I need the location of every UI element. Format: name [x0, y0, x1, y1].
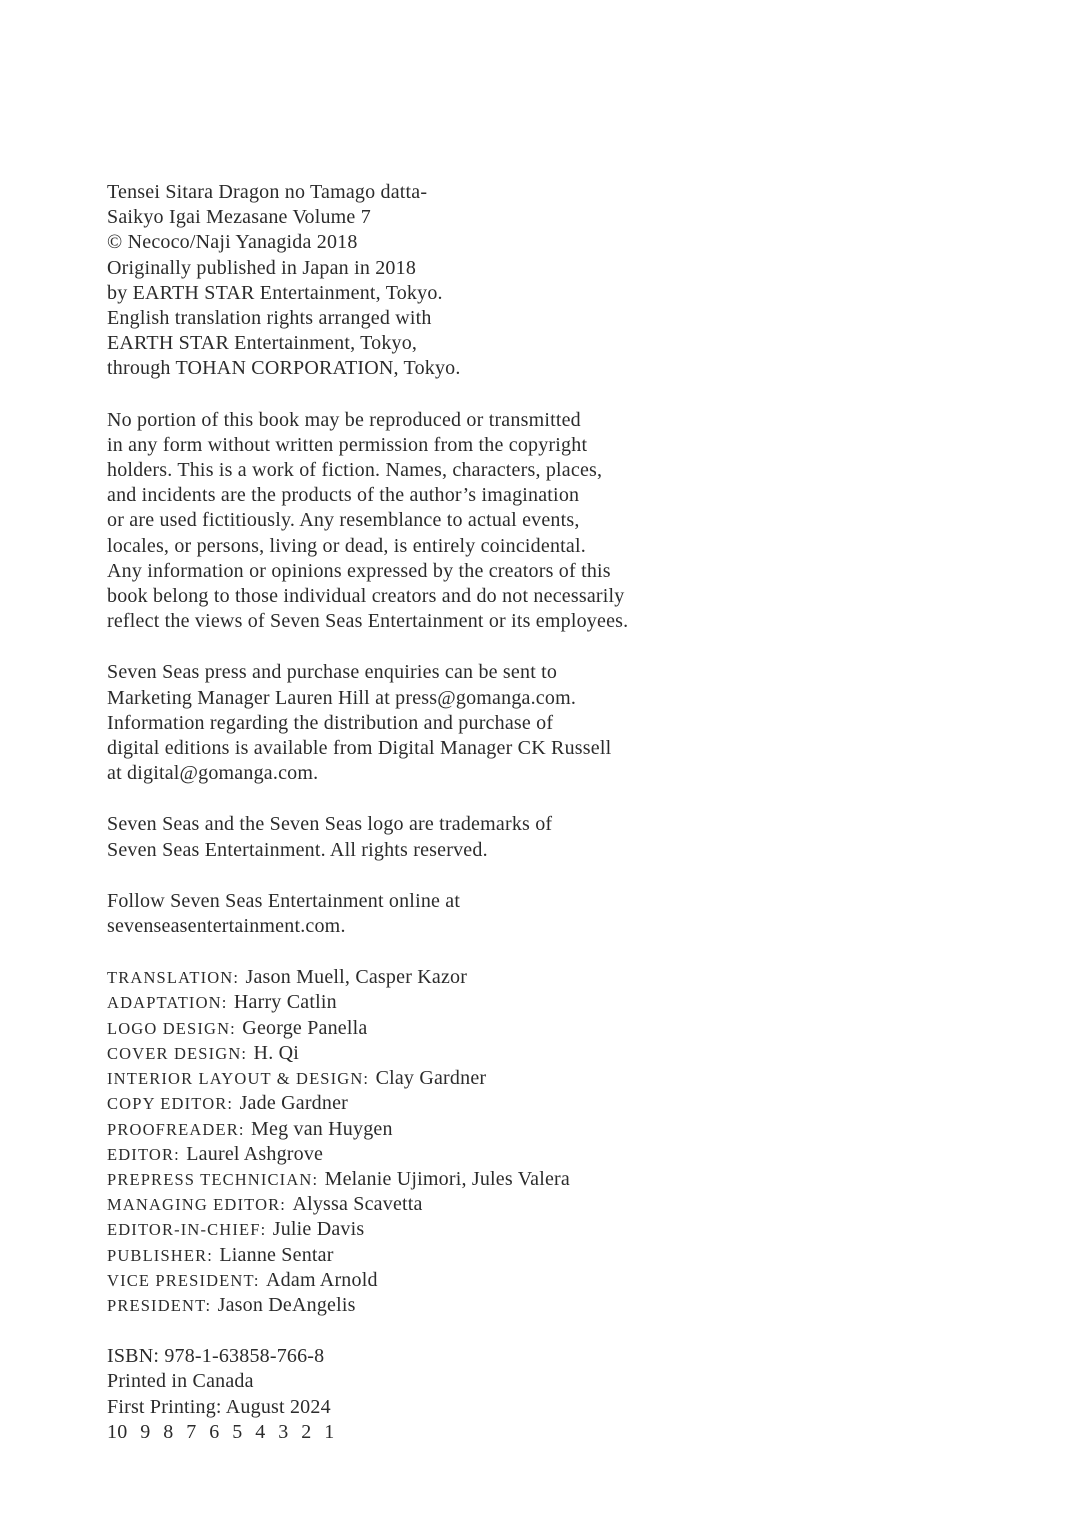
colophon-line: or are used fictitiously. Any resemblance to actual events,: [107, 509, 580, 532]
credit-label: PUBLISHER:: [107, 1245, 213, 1265]
credit-line: [107, 1117, 727, 1142]
colophon-line: Information regarding the distribution and purchase of: [107, 711, 554, 734]
follow-block: [107, 889, 727, 939]
book-title-line: Tensei Sitara Dragon no Tamago datta-: [107, 181, 428, 203]
colophon-line: Seven Seas press and purchase enquiries can be sent to: [107, 661, 558, 684]
credit-value: Harry Catlin: [233, 991, 337, 1014]
credit-label: MANAGING EDITOR:: [107, 1195, 287, 1215]
credit-line: [107, 1293, 727, 1318]
credit-label: COPY EDITOR:: [107, 1094, 234, 1114]
first-printing-line: First Printing: August 2024: [107, 1395, 331, 1418]
digital-email-line: at digital@gomanga.com.: [107, 762, 319, 785]
credit-value: Jade Gardner: [239, 1092, 349, 1115]
print-run-line: 10 9 8 7 6 5 4 3 2 1: [107, 1420, 335, 1443]
credit-line: [107, 1268, 727, 1293]
colophon-line: Originally published in Japan in 2018: [107, 256, 417, 279]
credit-value: George Panella: [242, 1016, 368, 1039]
credit-line: [107, 1243, 727, 1268]
credit-label: EDITOR-IN-CHIEF:: [107, 1220, 267, 1240]
credits-block: [107, 965, 727, 1318]
credit-value: Lianne Sentar: [219, 1243, 334, 1266]
colophon-line: English translation rights arranged with: [107, 307, 432, 330]
credit-value: Jason Muell, Casper Kazor: [245, 966, 468, 989]
colophon-line: in any form without written permission from the copyright: [107, 433, 588, 456]
credit-line: [107, 1066, 727, 1091]
colophon-line: digital editions is available from Digital Manager CK Russell: [107, 737, 612, 760]
credit-line: [107, 1016, 727, 1041]
colophon-line: reflect the views of Seven Seas Entertainment or its employees.: [107, 610, 629, 633]
credit-line: [107, 1091, 727, 1116]
credit-label: PREPRESS TECHNICIAN:: [107, 1169, 319, 1189]
colophon-line: Follow Seven Seas Entertainment online at: [107, 889, 461, 912]
credit-value: Alyssa Scavetta: [292, 1193, 423, 1216]
colophon-line: EARTH STAR Entertainment, Tokyo,: [107, 332, 418, 355]
rights-block: [107, 408, 727, 635]
credit-label: LOGO DESIGN:: [107, 1018, 236, 1038]
credit-line: [107, 1192, 727, 1217]
credit-label: TRANSLATION:: [107, 968, 240, 988]
credit-label: ADAPTATION:: [107, 993, 228, 1013]
credit-line: [107, 965, 727, 990]
website-line: sevenseasentertainment.com.: [107, 915, 346, 938]
colophon-text: [107, 180, 727, 1445]
colophon-line: book belong to those individual creators and do not necessarily: [107, 585, 625, 608]
colophon-line: holders. This is a work of fiction. Names, characters, places,: [107, 459, 603, 482]
credit-value: Julie Davis: [272, 1218, 365, 1241]
credit-value: Jason DeAngelis: [217, 1293, 356, 1316]
credit-label: INTERIOR LAYOUT & DESIGN:: [107, 1069, 370, 1089]
colophon-line: Any information or opinions expressed by the creators of this: [107, 559, 611, 582]
colophon-line: locales, or persons, living or dead, is entirely coincidental.: [107, 534, 586, 557]
credit-line: [107, 990, 727, 1015]
credit-value: Clay Gardner: [375, 1067, 487, 1090]
press-email-line: Marketing Manager Lauren Hill at press@gomanga.com.: [107, 686, 577, 709]
credit-label: PROOFREADER:: [107, 1119, 245, 1139]
credit-line: [107, 1041, 727, 1066]
credit-label: EDITOR:: [107, 1144, 180, 1164]
credit-value: Adam Arnold: [266, 1268, 378, 1291]
credit-label: VICE PRESIDENT:: [107, 1270, 260, 1290]
credit-label: COVER DESIGN:: [107, 1043, 248, 1063]
credit-value: Meg van Huygen: [251, 1117, 393, 1140]
credit-line: [107, 1167, 727, 1192]
book-title-line: Saikyo Igai Mezasane Volume 7: [107, 206, 371, 229]
credit-line: [107, 1142, 727, 1167]
credit-value: Laurel Ashgrove: [186, 1142, 324, 1165]
printed-in-line: Printed in Canada: [107, 1370, 254, 1393]
colophon-line: No portion of this book may be reproduced or transmitted: [107, 408, 581, 431]
trademark-block: [107, 812, 727, 862]
credit-value: Melanie Ujimori, Jules Valera: [324, 1167, 570, 1190]
credit-value: H. Qi: [253, 1041, 299, 1064]
colophon-line: and incidents are the products of the author’s imagination: [107, 484, 580, 507]
credit-line: [107, 1217, 727, 1242]
copyright-notice: © Necoco/Naji Yanagida 2018: [107, 231, 358, 254]
colophon-line: Seven Seas Entertainment. All rights reserved.: [107, 838, 488, 861]
colophon-line: Seven Seas and the Seven Seas logo are trademarks of: [107, 813, 553, 836]
credit-label: PRESIDENT:: [107, 1295, 212, 1315]
colophon-line: through TOHAN CORPORATION, Tokyo.: [107, 357, 461, 380]
printing-block: [107, 1344, 727, 1445]
copyright-block: [107, 180, 727, 382]
contact-block: [107, 660, 727, 786]
isbn-line: ISBN: 978-1-63858-766-8: [107, 1345, 325, 1368]
colophon-line: by EARTH STAR Entertainment, Tokyo.: [107, 281, 443, 304]
